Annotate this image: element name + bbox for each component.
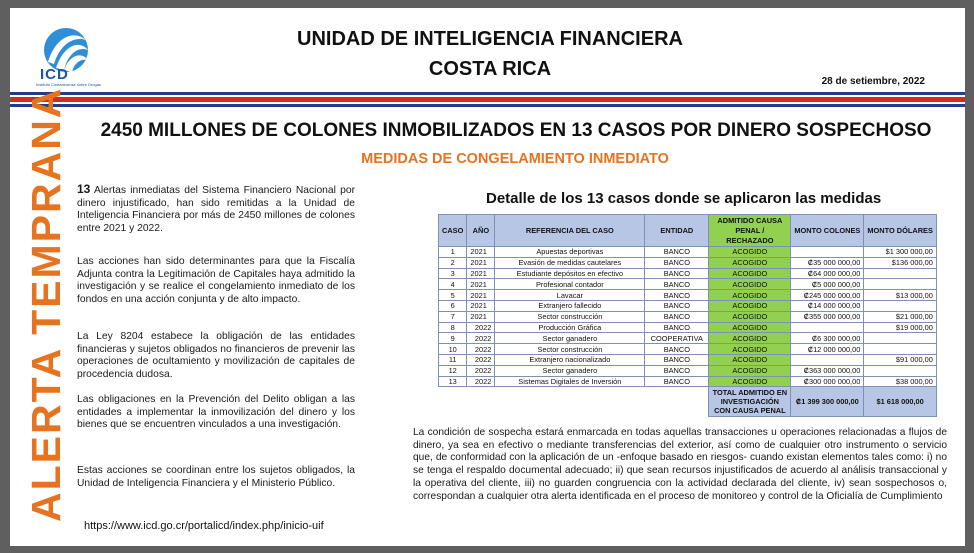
cell-anio: 2021 — [467, 279, 495, 290]
table-row — [439, 376, 937, 387]
cell-entidad: BANCO — [645, 322, 709, 333]
publication-date: 28 de setiembre, 2022 — [821, 76, 925, 87]
cell-monto-dolares — [864, 300, 937, 311]
cell-referencia: Sector construcción — [495, 311, 645, 322]
col-header-monto-colones: MONTO COLONES — [791, 215, 864, 247]
cell-monto-dolares: $21 000,00 — [864, 311, 937, 322]
cell-entidad: BANCO — [645, 376, 709, 387]
cell-caso: 7 — [439, 311, 467, 322]
cell-caso: 11 — [439, 354, 467, 365]
cell-monto-colones: ₡300 000 000,00 — [791, 376, 864, 387]
source-url[interactable]: https://www.icd.go.cr/portalicd/index.php/inicio-uif — [84, 520, 324, 532]
cell-admitido: ACOGIDO — [709, 290, 791, 301]
paragraph-5: Estas acciones se coordinan entre los sujetos obligados, la Unidad de Inteligencia Financiera y el Ministerio Público. — [77, 465, 355, 489]
cell-entidad: BANCO — [645, 290, 709, 301]
table-row — [439, 257, 937, 268]
cell-caso: 9 — [439, 333, 467, 344]
cell-caso: 10 — [439, 344, 467, 355]
paragraph-4: Las obligaciones en la Prevención del Delito obligan a las entidades a implementar la inmovilización del dinero y los bienes que se encuentren vinculados a una investigación. — [77, 394, 355, 431]
cell-entidad: COOPERATIVA — [645, 333, 709, 344]
col-header-caso: CASO — [439, 215, 467, 247]
table-title: Detalle de los 13 casos donde se aplicaron las medidas — [486, 190, 882, 207]
table-row — [439, 311, 937, 322]
paragraph-1-text: Alertas inmediatas del Sistema Financiero Nacional por dinero injustificado, han sido remitidas a la Unidad de Inteligencia Financiera por más de 2450 millones de colones entre 2021 y 2022. — [77, 185, 355, 234]
cell-referencia: Estudiante depósitos en efectivo — [495, 268, 645, 279]
table-row — [439, 344, 937, 355]
header-title-line2: COSTA RICA — [428, 58, 552, 80]
table-row — [439, 354, 937, 365]
cell-anio: 2021 — [467, 247, 495, 258]
cell-referencia: Sector construcción — [495, 344, 645, 355]
col-header-referencia: REFERENCIA DEL CASO — [495, 215, 645, 247]
table-row — [439, 290, 937, 301]
cell-anio: 2021 — [467, 300, 495, 311]
cell-monto-colones: ₡355 000 000,00 — [791, 311, 864, 322]
col-header-admitido: ADMITIDO CAUSA PENAL / RECHAZADO — [709, 215, 791, 247]
cell-monto-colones — [791, 354, 864, 365]
cell-anio: 2022 — [467, 322, 495, 333]
cell-monto-colones: ₡5 000 000,00 — [791, 279, 864, 290]
cell-monto-colones: ₡6 300 000,00 — [791, 333, 864, 344]
subheadline: MEDIDAS DE CONGELAMIENTO INMEDIATO — [361, 151, 669, 167]
cell-admitido: ACOGIDO — [709, 300, 791, 311]
cell-entidad: BANCO — [645, 354, 709, 365]
col-header-monto-dolares: MONTO DÓLARES — [864, 215, 937, 247]
cell-admitido: ACOGIDO — [709, 376, 791, 387]
cell-caso: 6 — [439, 300, 467, 311]
cases-table — [438, 214, 937, 417]
cell-monto-dolares: $1 300 000,00 — [864, 247, 937, 258]
cell-entidad: BANCO — [645, 311, 709, 322]
cell-admitido: ACOGIDO — [709, 247, 791, 258]
side-banner: ALERTA TEMPRANA — [23, 86, 69, 522]
headline: 2450 MILLONES DE COLONES INMOBILIZADOS EN 13 CASOS POR DINERO SOSPECHOSO — [100, 120, 932, 141]
cell-entidad: BANCO — [645, 300, 709, 311]
col-header-entidad: ENTIDAD — [645, 215, 709, 247]
cell-monto-colones: ₡64 000 000,00 — [791, 268, 864, 279]
table-row — [439, 247, 937, 258]
cell-monto-colones: ₡12 000 000,00 — [791, 344, 864, 355]
cell-monto-dolares: $91 000,00 — [864, 354, 937, 365]
total-colones: ₡1 399 300 000,00 — [791, 387, 864, 417]
cell-anio: 2021 — [467, 290, 495, 301]
cell-entidad: BANCO — [645, 268, 709, 279]
cell-caso: 5 — [439, 290, 467, 301]
cell-monto-dolares: $19 000,00 — [864, 322, 937, 333]
cell-monto-colones: ₡363 000 000,00 — [791, 365, 864, 376]
cell-caso: 2 — [439, 257, 467, 268]
table-row — [439, 365, 937, 376]
cell-admitido: ACOGIDO — [709, 279, 791, 290]
cell-monto-colones: ₡14 000 000,00 — [791, 300, 864, 311]
table-header-row — [439, 215, 937, 247]
cell-referencia: Evasión de medidas cautelares — [495, 257, 645, 268]
cell-anio: 2022 — [467, 344, 495, 355]
cell-monto-dolares — [864, 279, 937, 290]
cell-monto-dolares — [864, 365, 937, 376]
cell-admitido: ACOGIDO — [709, 365, 791, 376]
total-row — [439, 387, 937, 417]
logo-text: ICD — [40, 66, 69, 83]
table-body — [439, 247, 937, 387]
paragraph-3: La Ley 8204 estabece la obligación de las entidades financieras y sujetos obligados no financieros de prevenir las operaciones de ocultamiento y movilización de capitales de procedencia dudosa. — [77, 331, 355, 380]
cell-entidad: BANCO — [645, 344, 709, 355]
cell-caso: 12 — [439, 365, 467, 376]
cell-caso: 8 — [439, 322, 467, 333]
cell-admitido: ACOGIDO — [709, 257, 791, 268]
cell-monto-dolares: $38 000,00 — [864, 376, 937, 387]
cell-caso: 13 — [439, 376, 467, 387]
header-title-line1: UNIDAD DE INTELIGENCIA FINANCIERA — [297, 28, 683, 50]
cell-entidad: BANCO — [645, 365, 709, 376]
cell-monto-dolares: $136 000,00 — [864, 257, 937, 268]
cell-entidad: BANCO — [645, 247, 709, 258]
cell-admitido: ACOGIDO — [709, 333, 791, 344]
cell-anio: 2022 — [467, 333, 495, 344]
cell-anio: 2022 — [467, 376, 495, 387]
cell-anio: 2021 — [467, 257, 495, 268]
cell-monto-colones — [791, 247, 864, 258]
cell-admitido: ACOGIDO — [709, 354, 791, 365]
table-row — [439, 279, 937, 290]
table-row — [439, 300, 937, 311]
cell-anio: 2021 — [467, 268, 495, 279]
stripe-blue-bottom — [10, 104, 965, 107]
cell-monto-dolares — [864, 344, 937, 355]
cell-admitido: ACOGIDO — [709, 344, 791, 355]
cell-caso: 1 — [439, 247, 467, 258]
cell-referencia: Sector ganadero — [495, 333, 645, 344]
cell-referencia: Sector ganadero — [495, 365, 645, 376]
cell-caso: 3 — [439, 268, 467, 279]
cell-referencia: Apuestas deportivas — [495, 247, 645, 258]
cell-monto-dolares — [864, 268, 937, 279]
cell-anio: 2022 — [467, 365, 495, 376]
cell-entidad: BANCO — [645, 257, 709, 268]
cell-monto-colones: ₡35 000 000,00 — [791, 257, 864, 268]
cell-entidad: BANCO — [645, 279, 709, 290]
total-label: TOTAL ADMITIDO EN INVESTIGACIÓN CON CAUSA PENAL — [709, 387, 791, 417]
cell-admitido: ACOGIDO — [709, 268, 791, 279]
table-row — [439, 322, 937, 333]
cell-monto-dolares — [864, 333, 937, 344]
cell-referencia: Sistemas Digitales de Inversión — [495, 376, 645, 387]
cell-anio: 2021 — [467, 311, 495, 322]
paragraph-1 — [77, 183, 355, 235]
table-row — [439, 333, 937, 344]
paragraph-2: Las acciones han sido determinantes para que la Fiscalía Adjunta contra la Legitimación de Capitales haya admitido la investigación y se realice el congelamiento inmediato de los fondos en una acción conjunta y de alto impacto. — [77, 256, 355, 305]
cell-referencia: Lavacar — [495, 290, 645, 301]
cell-monto-colones — [791, 322, 864, 333]
cell-referencia: Extranjero fallecido — [495, 300, 645, 311]
cell-admitido: ACOGIDO — [709, 322, 791, 333]
cell-admitido: ACOGIDO — [709, 311, 791, 322]
cell-monto-dolares: $13 000,00 — [864, 290, 937, 301]
cell-referencia: Profesional contador — [495, 279, 645, 290]
cell-monto-colones: ₡245 000 000,00 — [791, 290, 864, 301]
bottom-paragraph: La condición de sospecha estará enmarcada en todas aquellas transacciones u operaciones relacionadas a flujos de dinero, ya sea en efectivo o mediante transferencias del exterior, así como de cualquier otro instrumento o servicio que, de conformidad con la aplicación de un -enfoque basado en riesgos- cuando existan elementos tales como: i) no se tenga el respaldo documental adecuado; ii) que sean recursos injustificados de acuerdo al análisis transaccional y la operativa del cliente, iii) no guarden congruencia con la actividad declarada del cliente, iv) sean sospechosos o, correspondan a cualquier otra alerta identificada en el proceso de monitoreo y control de la Oficialía de Cumplimiento — [413, 427, 947, 502]
col-header-anio: AÑO — [467, 215, 495, 247]
table-row — [439, 268, 937, 279]
cell-referencia: Producción Gráfica — [495, 322, 645, 333]
document-page — [10, 8, 965, 546]
logo-subtext: Instituto Costarricense sobre Drogas — [36, 82, 101, 87]
cell-caso: 4 — [439, 279, 467, 290]
cell-anio: 2022 — [467, 354, 495, 365]
total-dolares: $1 618 000,00 — [864, 387, 937, 417]
cell-referencia: Extranjero nacionalizado — [495, 354, 645, 365]
case-count: 13 — [77, 182, 91, 196]
